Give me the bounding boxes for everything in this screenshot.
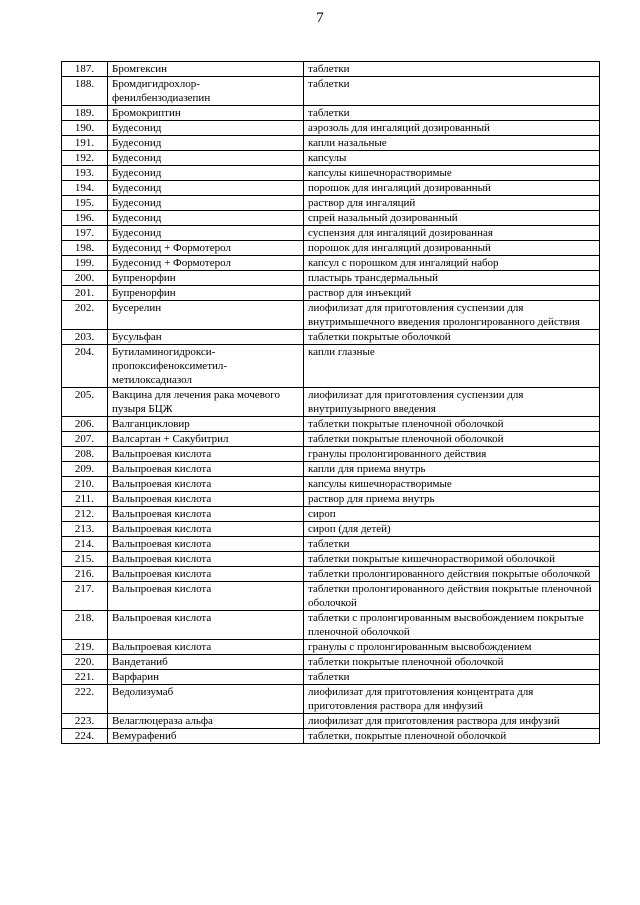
table-row [62,714,600,729]
dosage-form-cell: лиофилизат для приготовления суспензии для внутрипузырного введения [304,388,600,417]
row-number-cell: 206. [62,417,108,432]
dosage-form-cell: капсулы кишечнорастворимые [304,477,600,492]
drug-name-cell: Ведолизумаб [108,685,304,714]
dosage-form-cell: суспензия для ингаляций дозированная [304,226,600,241]
row-number-cell: 207. [62,432,108,447]
dosage-form-cell: таблетки с пролонгированным высвобождением покрытые пленочной оболочкой [304,611,600,640]
table-row [62,611,600,640]
drug-name-cell: Будесонид + Формотерол [108,256,304,271]
dosage-form-cell: таблетки пролонгированного действия покрытые оболочкой [304,567,600,582]
drug-name-cell: Вандетаниб [108,655,304,670]
table-row [62,567,600,582]
row-number-cell: 189. [62,106,108,121]
row-number-cell: 219. [62,640,108,655]
table-row [62,345,600,388]
dosage-form-cell: таблетки [304,62,600,77]
dosage-form-cell: таблетки покрытые пленочной оболочкой [304,655,600,670]
drug-name-cell: Вальпроевая кислота [108,477,304,492]
row-number-cell: 196. [62,211,108,226]
table-row [62,121,600,136]
drug-name-cell: Бупренорфин [108,271,304,286]
dosage-form-cell: таблетки [304,670,600,685]
table-row [62,432,600,447]
dosage-form-cell: капсулы кишечнорастворимые [304,166,600,181]
dosage-form-cell: лиофилизат для приготовления концентрата для приготовления раствора для инфузий [304,685,600,714]
row-number-cell: 214. [62,537,108,552]
table-row [62,256,600,271]
table-body [62,62,600,744]
row-number-cell: 204. [62,345,108,388]
drug-name-cell: Вакцина для лечения рака мочевого пузыря БЦЖ [108,388,304,417]
dosage-form-cell: гранулы пролонгированного действия [304,447,600,462]
drug-name-cell: Вемурафениб [108,729,304,744]
table-row [62,301,600,330]
table-row [62,447,600,462]
row-number-cell: 209. [62,462,108,477]
table-row [62,62,600,77]
drug-name-cell: Бромдигидрохлор- фенилбензодиазепин [108,77,304,106]
row-number-cell: 217. [62,582,108,611]
drug-name-cell: Будесонид [108,196,304,211]
drug-name-cell: Вальпроевая кислота [108,492,304,507]
dosage-form-cell: гранулы с пролонгированным высвобождением [304,640,600,655]
drug-name-cell: Валсартан + Сакубитрил [108,432,304,447]
drug-name-cell: Велаглюцераза альфа [108,714,304,729]
row-number-cell: 187. [62,62,108,77]
drug-name-cell: Вальпроевая кислота [108,567,304,582]
table-row [62,271,600,286]
table-row [62,417,600,432]
dosage-form-cell: капли глазные [304,345,600,388]
dosage-form-cell: таблетки [304,106,600,121]
drug-name-cell: Бромгексин [108,62,304,77]
drug-name-cell: Будесонид [108,181,304,196]
row-number-cell: 205. [62,388,108,417]
row-number-cell: 188. [62,77,108,106]
dosage-form-cell: таблетки, покрытые пленочной оболочкой [304,729,600,744]
row-number-cell: 208. [62,447,108,462]
drug-name-cell: Бусульфан [108,330,304,345]
dosage-form-cell: пластырь трансдермальный [304,271,600,286]
table-row [62,181,600,196]
drug-name-cell: Вальпроевая кислота [108,640,304,655]
dosage-form-cell: капсул с порошком для ингаляций набор [304,256,600,271]
dosage-form-cell: сироп [304,507,600,522]
drug-name-cell: Вальпроевая кислота [108,537,304,552]
dosage-form-cell: раствор для ингаляций [304,196,600,211]
dosage-form-cell: лиофилизат для приготовления суспензии для внутримышечного введения пролонгированного действия [304,301,600,330]
row-number-cell: 199. [62,256,108,271]
table-row [62,462,600,477]
row-number-cell: 200. [62,271,108,286]
dosage-form-cell: порошок для ингаляций дозированный [304,181,600,196]
drug-name-cell: Вальпроевая кислота [108,522,304,537]
table-row [62,388,600,417]
drug-name-cell: Будесонид [108,151,304,166]
drug-name-cell: Будесонид [108,166,304,181]
table-row [62,166,600,181]
dosage-form-cell: раствор для приема внутрь [304,492,600,507]
table-row [62,477,600,492]
dosage-form-cell: лиофилизат для приготовления раствора для инфузий [304,714,600,729]
table-row [62,640,600,655]
row-number-cell: 212. [62,507,108,522]
row-number-cell: 195. [62,196,108,211]
row-number-cell: 211. [62,492,108,507]
row-number-cell: 194. [62,181,108,196]
table-row [62,151,600,166]
drug-list-table [61,61,600,744]
dosage-form-cell: таблетки покрытые пленочной оболочкой [304,432,600,447]
table-row [62,226,600,241]
drug-name-cell: Будесонид [108,136,304,151]
table-row [62,552,600,567]
table-row [62,537,600,552]
table-row [62,286,600,301]
page-number: 7 [316,10,324,26]
dosage-form-cell: порошок для ингаляций дозированный [304,241,600,256]
table-row [62,492,600,507]
row-number-cell: 192. [62,151,108,166]
table-row [62,211,600,226]
drug-name-cell: Вальпроевая кислота [108,447,304,462]
dosage-form-cell: таблетки покрытые пленочной оболочкой [304,417,600,432]
dosage-form-cell: капли для приема внутрь [304,462,600,477]
table-row [62,196,600,211]
row-number-cell: 222. [62,685,108,714]
row-number-cell: 193. [62,166,108,181]
row-number-cell: 221. [62,670,108,685]
drug-name-cell: Будесонид + Формотерол [108,241,304,256]
dosage-form-cell: таблетки [304,537,600,552]
dosage-form-cell: таблетки покрытые оболочкой [304,330,600,345]
table-row [62,507,600,522]
row-number-cell: 216. [62,567,108,582]
table-row [62,670,600,685]
row-number-cell: 223. [62,714,108,729]
drug-name-cell: Бупренорфин [108,286,304,301]
dosage-form-cell: капли назальные [304,136,600,151]
table-row [62,685,600,714]
row-number-cell: 213. [62,522,108,537]
drug-name-cell: Вальпроевая кислота [108,507,304,522]
table-row [62,241,600,256]
table-row [62,77,600,106]
dosage-form-cell: таблетки [304,77,600,106]
row-number-cell: 191. [62,136,108,151]
drug-name-cell: Вальпроевая кислота [108,462,304,477]
drug-name-cell: Бутиламиногидрокси- пропоксифеноксиметил- метилоксадиазол [108,345,304,388]
row-number-cell: 197. [62,226,108,241]
dosage-form-cell: раствор для инъекций [304,286,600,301]
drug-name-cell: Варфарин [108,670,304,685]
row-number-cell: 215. [62,552,108,567]
row-number-cell: 224. [62,729,108,744]
table-row [62,522,600,537]
dosage-form-cell: аэрозоль для ингаляций дозированный [304,121,600,136]
table-row [62,136,600,151]
dosage-form-cell: спрей назальный дозированный [304,211,600,226]
dosage-form-cell: таблетки покрытые кишечнорастворимой оболочкой [304,552,600,567]
dosage-form-cell: капсулы [304,151,600,166]
row-number-cell: 190. [62,121,108,136]
table-row [62,729,600,744]
row-number-cell: 218. [62,611,108,640]
drug-name-cell: Бромокриптин [108,106,304,121]
dosage-form-cell: таблетки пролонгированного действия покрытые пленочной оболочкой [304,582,600,611]
table-row [62,655,600,670]
drug-name-cell: Вальпроевая кислота [108,552,304,567]
table-row [62,330,600,345]
drug-name-cell: Вальпроевая кислота [108,582,304,611]
row-number-cell: 201. [62,286,108,301]
row-number-cell: 198. [62,241,108,256]
table-row [62,582,600,611]
row-number-cell: 202. [62,301,108,330]
drug-name-cell: Будесонид [108,226,304,241]
row-number-cell: 203. [62,330,108,345]
dosage-form-cell: сироп (для детей) [304,522,600,537]
table-row [62,106,600,121]
row-number-cell: 210. [62,477,108,492]
row-number-cell: 220. [62,655,108,670]
drug-name-cell: Валганцикловир [108,417,304,432]
drug-name-cell: Будесонид [108,121,304,136]
drug-name-cell: Вальпроевая кислота [108,611,304,640]
drug-name-cell: Будесонид [108,211,304,226]
drug-name-cell: Бусерелин [108,301,304,330]
